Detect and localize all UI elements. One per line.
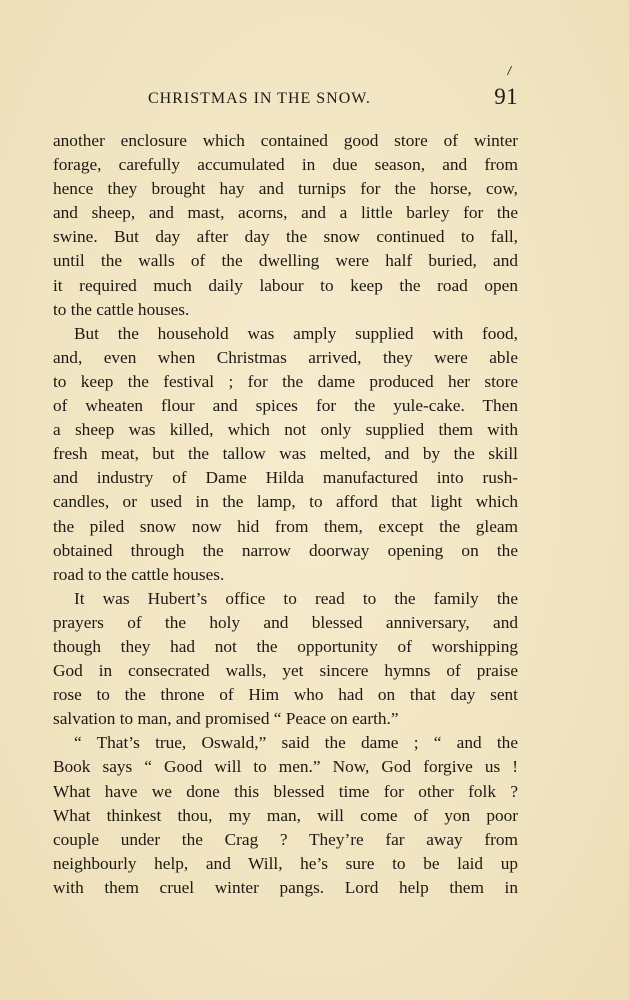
text-line: Book says “ Good will to men.” Now, God forgive us ! (53, 757, 518, 777)
text-line: What thinkest thou, my man, will come of yon poor (53, 805, 518, 825)
text-line: and, even when Christmas arrived, they were able (53, 347, 518, 367)
margin-mark (507, 66, 517, 75)
text-line: with them cruel winter pangs. Lord help them in (53, 877, 518, 897)
text-line: to the cattle houses. (53, 299, 190, 319)
text-line: It was Hubert’s office to read to the family the (74, 588, 518, 608)
text-line: fresh meat, but the tallow was melted, and by the skill (53, 444, 518, 464)
text-line: it required much daily labour to keep the road open (53, 275, 518, 295)
text-line: rose to the throne of Him who had on that day sent (53, 685, 518, 705)
text-line: of wheaten flour and spices for the yule-cake. Then (53, 396, 518, 416)
text-line: a sheep was killed, which not only supplied them with (53, 420, 518, 440)
body-text (53, 129, 518, 900)
running-head: CHRISTMAS IN THE SNOW. (148, 90, 371, 107)
page-number: 91 (494, 84, 518, 109)
text-line: road to the cattle houses. (53, 564, 225, 584)
text-line: But the household was amply supplied with food, (74, 323, 518, 343)
page-header (54, 84, 518, 114)
text-line: another enclosure which contained good store of winter (53, 131, 518, 150)
text-line: God in consecrated walls, yet sincere hymns of praise (53, 661, 518, 681)
text-line: “ That’s true, Oswald,” said the dame ; “ and the (74, 733, 518, 753)
text-line: neighbourly help, and Will, he’s sure to be laid up (53, 853, 518, 873)
text-line: though they had not the opportunity of worshipping (53, 636, 518, 656)
text-line: forage, carefully accumulated in due season, and from (53, 155, 518, 175)
text-line: obtained through the narrow doorway opening on the (53, 540, 518, 560)
text-line: What have we done this blessed time for other folk ? (53, 781, 518, 801)
text-line: candles, or used in the lamp, to afford that light which (53, 492, 518, 512)
text-line: until the walls of the dwelling were half buried, and (53, 251, 518, 271)
text-line: and industry of Dame Hilda manufactured into rush- (53, 468, 518, 488)
text-line: hence they brought hay and turnips for the horse, cow, (53, 179, 518, 199)
text-line: prayers of the holy and blessed anniversary, and (53, 612, 518, 632)
text-line: couple under the Crag ? They’re far away from (53, 829, 518, 849)
text-line: the piled snow now hid from them, except the gleam (53, 516, 518, 536)
text-line: salvation to man, and promised “ Peace on earth.” (53, 709, 399, 729)
text-line: to keep the festival ; for the dame produced her store (53, 371, 518, 391)
text-line: and sheep, and mast, acorns, and a little barley for the (53, 203, 518, 223)
text-line: swine. But day after day the snow continued to fall, (53, 227, 518, 247)
